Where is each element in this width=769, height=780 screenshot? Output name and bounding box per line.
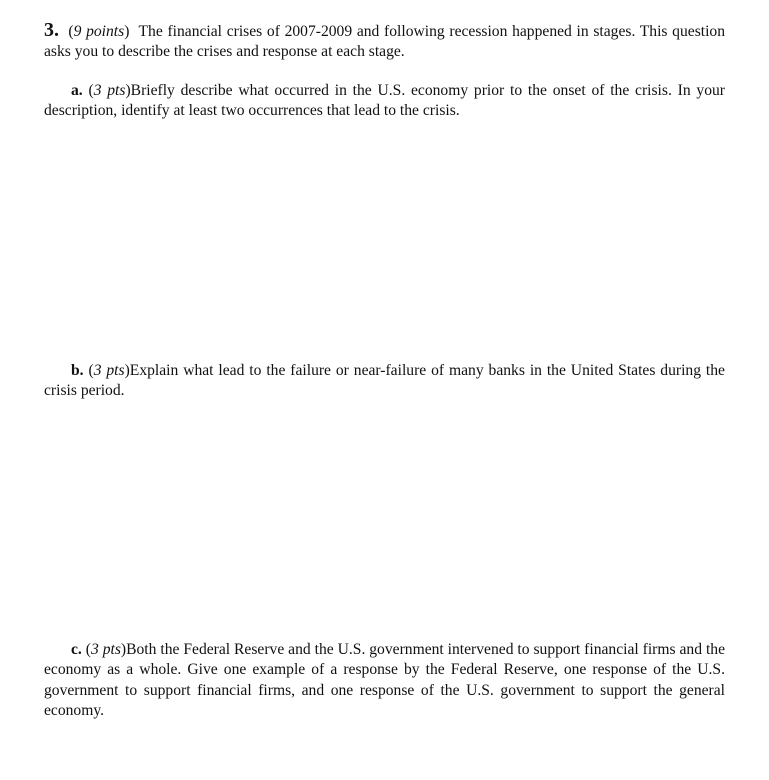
part-b-label: b. bbox=[71, 362, 84, 379]
question-points-open: ( bbox=[68, 23, 74, 40]
part-b-points: 3 pts bbox=[93, 362, 125, 379]
part-a-label: a. bbox=[71, 82, 83, 99]
part-b-pts-open: ( bbox=[88, 362, 94, 379]
question-3 bbox=[44, 20, 725, 63]
part-a-text: Briefly describe what occurred in the U.S. economy prior to the onset of the crisis. In your description, identify at least two occurrences that lead to the crisis. bbox=[44, 82, 725, 120]
part-b-text: Explain what lead to the failure or near-failure of many banks in the United States during the crisis period. bbox=[44, 362, 725, 400]
part-a-pts-close: ) bbox=[125, 82, 131, 99]
part-b-pts-close: ) bbox=[124, 362, 130, 379]
part-c-label: c. bbox=[71, 641, 82, 658]
question-points-close: ) bbox=[124, 23, 130, 40]
part-c-text: Both the Federal Reserve and the U.S. government intervened to support financial firms and the economy as a whole. Give one example of a response by the Federal Reserve, one response of the U.S. government to support financial firms, and one response of the U.S. government to support the general economy. bbox=[44, 641, 725, 720]
part-a-pts-open: ( bbox=[88, 82, 94, 99]
question-number: 3. bbox=[44, 19, 59, 41]
part-a-points: 3 pts bbox=[93, 82, 126, 99]
part-c-pts-open: ( bbox=[85, 641, 91, 658]
part-c bbox=[44, 640, 725, 722]
part-c-points: 3 pts bbox=[90, 641, 121, 658]
question-intro: The financial crises of 2007-2009 and following recession happened in stages. This question asks you to describe the crises and response at each stage. bbox=[44, 23, 726, 61]
part-a bbox=[44, 81, 725, 122]
question-points: 9 points bbox=[73, 23, 125, 40]
part-b bbox=[44, 361, 725, 402]
part-c-pts-close: ) bbox=[120, 641, 127, 658]
